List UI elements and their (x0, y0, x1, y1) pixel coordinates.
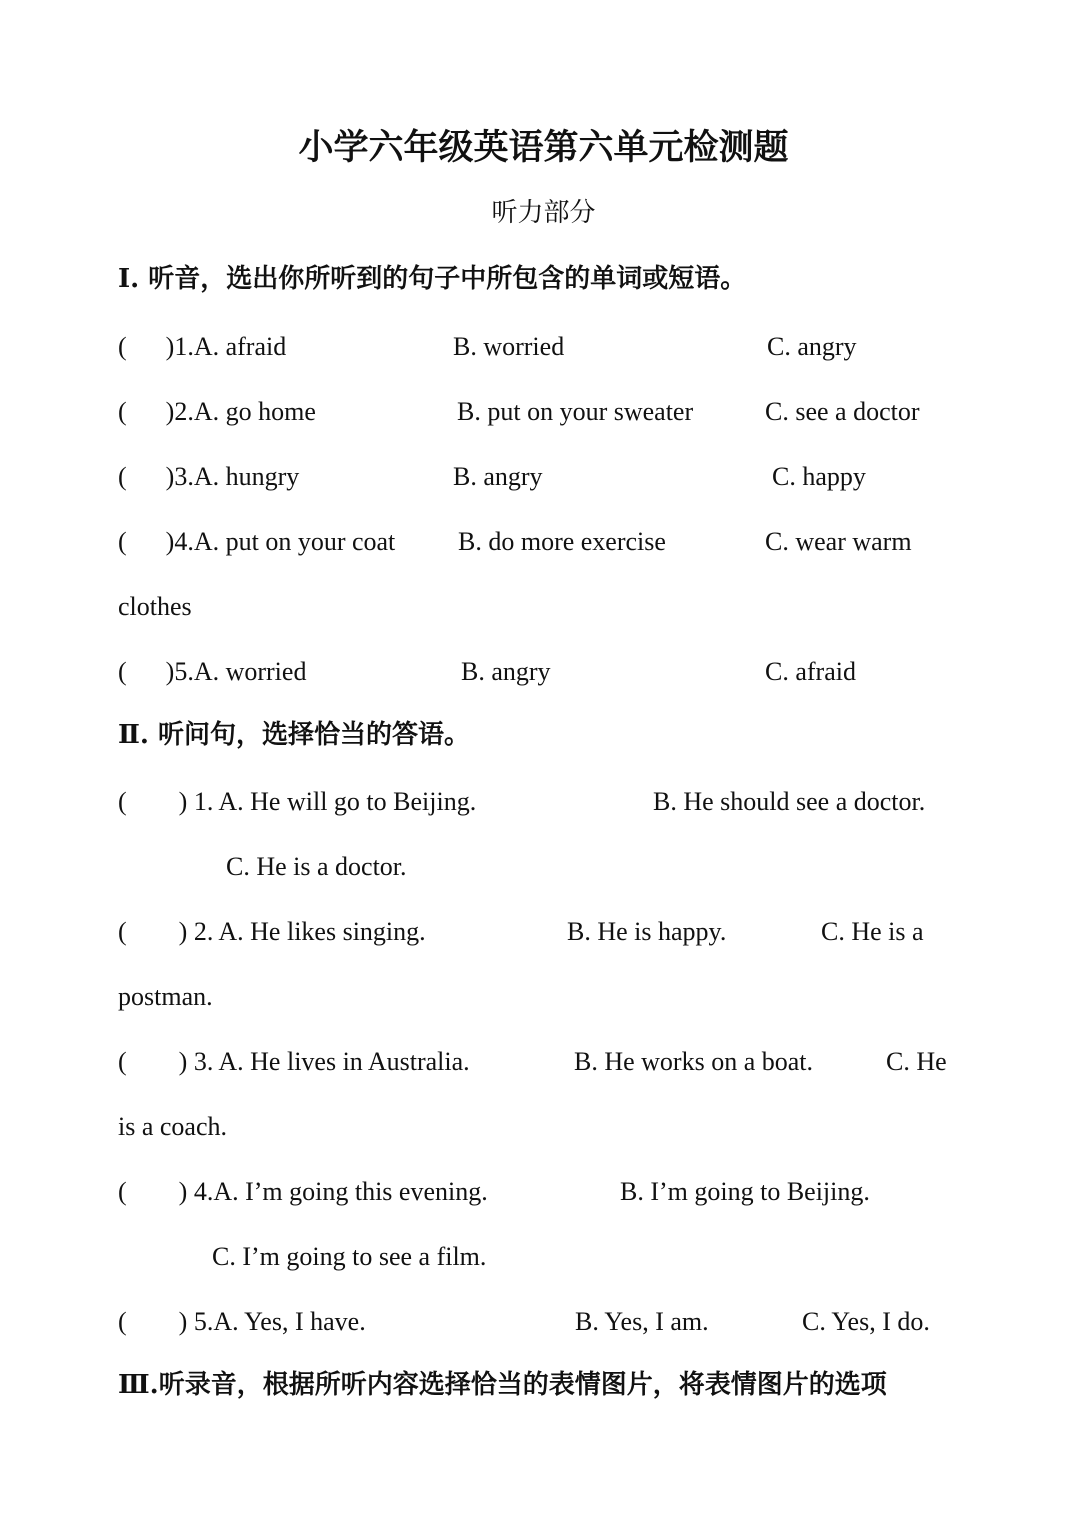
s2-q2-option-c: C. He is a (821, 917, 924, 946)
s2-q5-option-b: B. Yes, I am. (575, 1307, 709, 1336)
s1-q4-option-c: C. wear warm (765, 527, 912, 556)
s1-q3-option-c: C. happy (772, 462, 866, 491)
s2-q4-option-b: B. I’m going to Beijing. (620, 1177, 870, 1206)
s2-q2-continuation: postman. (118, 982, 213, 1011)
s2-q2-option-a: ( ) 2. A. He likes singing. (118, 917, 426, 946)
s2-q1-option-a: ( ) 1. A. He will go to Beijing. (118, 787, 477, 816)
section2-heading: Ⅱ. 听问句，选择恰当的答语。 (118, 720, 471, 750)
s2-q1-option-b: B. He should see a doctor. (653, 787, 926, 816)
s2-q3-option-c: C. He (886, 1047, 947, 1076)
s1-q1-option-b: B. worried (453, 332, 565, 361)
s1-q2-option-b: B. put on your sweater (457, 397, 694, 426)
s2-q2-option-b: B. He is happy. (567, 917, 727, 946)
s1-q4-continuation: clothes (118, 592, 192, 621)
s2-q5-option-c: C. Yes, I do. (802, 1307, 930, 1336)
s1-q2-option-c: C. see a doctor (765, 397, 920, 426)
s2-q1-option-c: C. He is a doctor. (226, 852, 407, 881)
section3-heading: Ⅲ.听录音，根据所听内容选择恰当的表情图片，将表情图片的选项 (118, 1370, 887, 1400)
s1-q3-option-b: B. angry (453, 462, 543, 491)
section1-heading: Ⅰ. 听音，选出你所听到的句子中所包含的单词或短语。 (118, 264, 747, 294)
s1-q2-option-a: ( )2.A. go home (118, 397, 316, 426)
s1-q5-option-c: C. afraid (765, 657, 856, 686)
s2-q5-option-a: ( ) 5.A. Yes, I have. (118, 1307, 366, 1336)
s2-q3-option-b: B. He works on a boat. (574, 1047, 814, 1076)
s1-q1-option-a: ( )1.A. afraid (118, 332, 287, 361)
s1-q4-option-a: ( )4.A. put on your coat (118, 527, 396, 556)
page-subtitle: 听力部分 (491, 198, 596, 228)
s1-q1-option-c: C. angry (767, 332, 857, 361)
s1-q5-option-a: ( )5.A. worried (118, 657, 307, 686)
s1-q3-option-a: ( )3.A. hungry (118, 462, 300, 491)
s2-q4-option-c: C. I’m going to see a film. (212, 1242, 487, 1271)
s1-q4-option-b: B. do more exercise (458, 527, 666, 556)
s2-q4-option-a: ( ) 4.A. I’m going this evening. (118, 1177, 488, 1206)
s2-q3-option-a: ( ) 3. A. He lives in Australia. (118, 1047, 470, 1076)
s2-q3-continuation: is a coach. (118, 1112, 228, 1141)
page-title: 小学六年级英语第六单元检测题 (298, 128, 789, 168)
s1-q5-option-b: B. angry (461, 657, 551, 686)
